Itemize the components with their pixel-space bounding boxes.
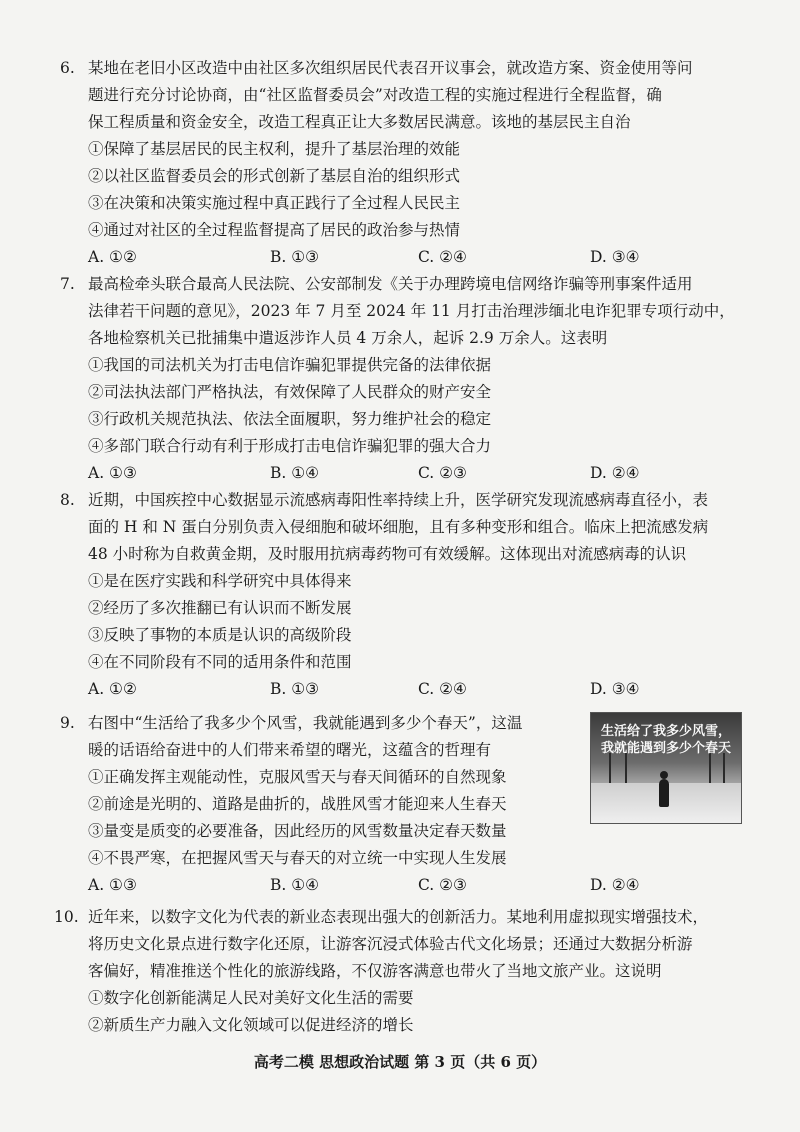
answer-choices	[60, 244, 760, 271]
statement-option: ③反映了事物的本质是认识的高级阶段	[88, 626, 352, 644]
statement-option: ②以社区监督委员会的形式创新了基层自治的组织形式	[88, 167, 461, 185]
statement-option: ②司法执法部门严格执法，有效保障了人民群众的财产安全	[88, 383, 492, 401]
choice-c: C. ②③	[418, 464, 467, 482]
person-silhouette-head	[660, 771, 668, 779]
choice-d: D. ②④	[590, 876, 640, 894]
choice-a: A. ①②	[88, 248, 137, 266]
choice-d: D. ③④	[590, 248, 640, 266]
choice-b: B. ①③	[270, 248, 320, 266]
poster-image	[590, 712, 742, 824]
question-stem-line: 9. 右图中“生活给了我多少个风雪，我就能遇到多少个春天”，这温	[60, 710, 760, 737]
question-stem-line: 暖的话语给奋进中的人们带来希望的曙光，这蕴含的哲理有	[88, 741, 492, 759]
statement-option: ①数字化创新能满足人民对美好文化生活的需要	[88, 989, 414, 1007]
question-stem-line: 客偏好，精准推送个性化的旅游线路，不仅游客满意也带火了当地文旅产业。这说明	[88, 962, 662, 980]
question-stem-line: 将历史文化景点进行数字化还原，让游客沉浸式体验古代文化场景；还通过大数据分析游	[88, 935, 693, 953]
question-stem-line: 题进行充分讨论协商，由“社区监督委员会”对改造工程的实施过程进行全程监督，确	[88, 86, 662, 104]
question-stem-line: 面的 H 和 N 蛋白分别负责入侵细胞和破坏细胞，且有多种变形和组合。临床上把流感发病	[88, 518, 709, 536]
page-footer: 高考二模 思想政治试题 第 3 页（共 6 页）	[253, 1053, 547, 1071]
question-number: 9.	[60, 714, 75, 732]
question-stem-line: 10. 近年来，以数字文化为代表的新业态表现出强大的创新活力。某地利用虚拟现实增强技术，	[60, 904, 760, 931]
choice-c: C. ②③	[418, 876, 467, 894]
choice-d: D. ②④	[590, 464, 640, 482]
question-stem-line: 法律若干问题的意见》，2023 年 7 月至 2024 年 11 月打击治理涉缅北电诈犯罪专项行动中，	[88, 302, 735, 320]
choice-a: A. ①②	[88, 680, 137, 698]
statement-option: ②新质生产力融入文化领域可以促进经济的增长	[88, 1016, 414, 1034]
answer-choices	[60, 676, 760, 703]
question-7	[60, 271, 760, 487]
question-stem-line: 保工程质量和资金安全，改造工程真正让大多数居民满意。该地的基层民主自治	[88, 113, 631, 131]
choice-d: D. ③④	[590, 680, 640, 698]
choice-a: A. ①③	[88, 876, 137, 894]
answer-choices	[60, 872, 760, 899]
statement-option: ①保障了基层居民的民主权利，提升了基层治理的效能	[88, 140, 461, 158]
question-10	[54, 904, 760, 1039]
question-stem-line: 7. 最高检牵头联合最高人民法院、公安部制发《关于办理跨境电信网络诈骗等刑事案件适用	[60, 271, 760, 298]
choice-b: B. ①④	[270, 464, 320, 482]
answer-choices	[60, 460, 760, 487]
statement-option: ③在决策和决策实施过程中真正践行了全过程人民民主	[88, 194, 461, 212]
statement-option: ①正确发挥主观能动性，克服风雪天与春天间循环的自然现象	[88, 768, 507, 786]
statement-option: ①我国的司法机关为打击电信诈骗犯罪提供完备的法律依据	[88, 356, 492, 374]
choice-b: B. ①③	[270, 680, 320, 698]
question-stem-line: 各地检察机关已批捕集中遣返涉诈人员 4 万余人，起诉 2.9 万余人。这表明	[88, 329, 608, 347]
statement-option: ④通过对社区的全过程监督提高了居民的政治参与热情	[88, 221, 461, 239]
question-number: 6.	[60, 59, 75, 77]
question-number: 10.	[54, 908, 79, 926]
choice-c: C. ②④	[418, 248, 467, 266]
question-number: 7.	[60, 275, 75, 293]
statement-option: ①是在医疗实践和科学研究中具体得来	[88, 572, 352, 590]
choice-c: C. ②④	[418, 680, 467, 698]
person-silhouette	[659, 779, 669, 807]
question-8	[60, 487, 760, 703]
poster-caption: 生活给了我多少风雪，我就能遇到多少个春天	[601, 724, 732, 756]
statement-option: ②经历了多次推翻已有认识而不断发展	[88, 599, 352, 617]
choice-a: A. ①③	[88, 464, 137, 482]
question-stem-line: 6. 某地在老旧小区改造中由社区多次组织居民代表召开议事会，就改造方案、资金使用等问	[60, 55, 760, 82]
statement-option: ④在不同阶段有不同的适用条件和范围	[88, 653, 352, 671]
question-6	[60, 55, 760, 271]
statement-option: ④多部门联合行动有利于形成打击电信诈骗犯罪的强大合力	[88, 437, 492, 455]
statement-option: ④不畏严寒，在把握风雪天与春天的对立统一中实现人生发展	[88, 849, 507, 867]
question-stem-line: 8. 近期，中国疾控中心数据显示流感病毒阳性率持续上升，医学研究发现流感病毒直径小，表	[60, 487, 760, 514]
statement-option: ②前途是光明的、道路是曲折的，战胜风雪才能迎来人生春天	[88, 795, 507, 813]
choice-b: B. ①④	[270, 876, 320, 894]
question-number: 8.	[60, 491, 75, 509]
statement-option: ③量变是质变的必要准备，因此经历的风雪数量决定春天数量	[88, 822, 507, 840]
question-stem-line: 48 小时称为自救黄金期，及时服用抗病毒药物可有效缓解。这体现出对流感病毒的认识	[88, 545, 687, 563]
statement-option: ③行政机关规范执法、依法全面履职，努力维护社会的稳定	[88, 410, 492, 428]
